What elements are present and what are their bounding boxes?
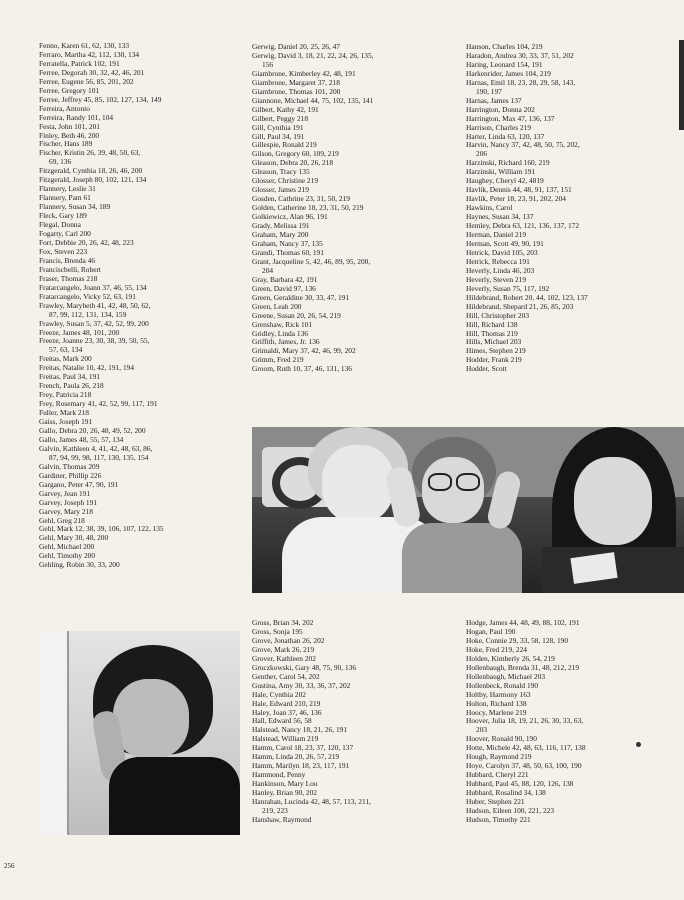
index-entry: 190, 197 bbox=[476, 87, 502, 96]
index-entry: Fratarcangelo, Joann 37, 46, 55, 134 bbox=[39, 283, 147, 292]
index-entry: Flannery, Leslie 31 bbox=[39, 185, 96, 194]
index-entry: Fitzgerald, Joseph 80, 102, 121, 134 bbox=[39, 176, 147, 185]
index-entry: Green, David 97, 136 bbox=[252, 284, 316, 293]
index-entry: Fischer, Hans 189 bbox=[39, 140, 93, 149]
index-entry: Heverly, Susan 75, 117, 192 bbox=[466, 284, 550, 293]
index-column-2 bbox=[252, 43, 460, 374]
ink-dot bbox=[636, 742, 641, 747]
index-entry: Gehl, Greg 218 bbox=[39, 516, 85, 525]
index-entry: Finley, Beth 46, 200 bbox=[39, 131, 100, 140]
index-entry: Gerwig, Daniel 20, 25, 26, 47 bbox=[252, 43, 341, 51]
index-entry: Heverly, Steven 219 bbox=[466, 275, 527, 284]
index-entry: Genther, Carol 54, 202 bbox=[252, 672, 320, 681]
index-entry: Hanley, Brian 90, 202 bbox=[252, 789, 317, 798]
index-entry: Graham, Mary 200 bbox=[252, 231, 309, 240]
index-entry: Harrington, Max 47, 136, 137 bbox=[466, 114, 555, 123]
index-entry: Ferree, Gregory 101 bbox=[39, 86, 100, 95]
index-entry: Grover, Kathleen 202 bbox=[252, 654, 316, 663]
index-entry: Hale, Cynthia 202 bbox=[252, 690, 306, 699]
index-entry: Hoover, Julia 18, 19, 21, 26, 30, 33, 63, bbox=[466, 717, 584, 726]
index-entry: Ferree, Jeffrey 45, 85, 102, 127, 134, 149 bbox=[39, 95, 162, 104]
index-entry: Francis, Brenda 46 bbox=[39, 256, 96, 265]
index-entry: Gaiss, Joseph 191 bbox=[39, 418, 93, 427]
index-entry: 57, 63, 134 bbox=[49, 346, 83, 355]
index-entry: 204 bbox=[262, 266, 274, 275]
index-entry: Hetrick, David 105, 203 bbox=[466, 248, 538, 257]
index-entry: Harter, Linda 63, 120, 137 bbox=[466, 132, 545, 141]
index-entry: Ferreira, Randy 101, 104 bbox=[39, 113, 114, 122]
index-entry: Haradon, Andrea 30, 33, 37, 51, 202 bbox=[466, 51, 574, 60]
index-entry: Garvey, Jean 191 bbox=[39, 489, 91, 498]
index-entry: Hodge, James 44, 48, 49, 88, 102, 191 bbox=[466, 619, 580, 627]
index-entry: Fleck, Gary 189 bbox=[39, 212, 87, 221]
index-entry: Grove, Jonathan 26, 202 bbox=[252, 636, 325, 645]
index-column-4 bbox=[252, 619, 460, 825]
index-entry: Haynes, Susan 34, 137 bbox=[466, 213, 534, 222]
index-entry: Hills, Michael 203 bbox=[466, 338, 522, 347]
index-entry: Harnas, James 137 bbox=[466, 96, 522, 105]
index-entry: Hubbard, Cheryl 221 bbox=[466, 771, 529, 780]
index-entry: Giambrone, Thomas 101, 200 bbox=[252, 87, 341, 96]
index-entry: Gray, Barbara 42, 191 bbox=[252, 275, 318, 284]
index-entry: Hankinson, Mary Lou bbox=[252, 780, 318, 789]
index-entry: Hoover, Ronald 90, 190 bbox=[466, 735, 537, 744]
index-entry: Gallo, Debra 20, 26, 48, 49, 52, 200 bbox=[39, 426, 146, 435]
index-entry: Hamm, Carol 18, 23, 37, 120, 137 bbox=[252, 744, 354, 753]
index-entry: Ferreira, Antonio bbox=[39, 104, 90, 113]
index-entry: French, Paula 26, 218 bbox=[39, 382, 104, 391]
index-entry: Galvin, Kathleen 4, 41, 42, 48, 63, 86, bbox=[39, 444, 153, 453]
index-entry: Grenshaw, Rick 101 bbox=[252, 320, 313, 329]
index-entry: Hetrick, Rebecca 191 bbox=[466, 257, 530, 266]
index-entry: Gilbert, Kathy 42, 191 bbox=[252, 105, 319, 114]
index-entry: Greene, Susan 20, 26, 54, 219 bbox=[252, 311, 341, 320]
index-entry: Harrington, Donna 202 bbox=[466, 105, 535, 114]
index-entry: Gross, Sonja 195 bbox=[252, 627, 303, 636]
index-entry: Glosser, Christine 219 bbox=[252, 177, 319, 186]
index-entry: Hemley, Debra 63, 121, 136, 137, 172 bbox=[466, 222, 580, 231]
index-entry: Hoye, Carolyn 37, 48, 50, 63, 100, 190 bbox=[466, 762, 582, 771]
index-entry: Grimm, Fred 219 bbox=[252, 356, 304, 365]
index-entry: Gerwig, David 3, 18, 21, 22, 24, 26, 135, bbox=[252, 51, 374, 60]
index-entry: Heverly, Linda 46, 203 bbox=[466, 266, 535, 275]
index-entry: Hall, Edward 56, 58 bbox=[252, 717, 312, 726]
index-entry: Hogan, Paul 190 bbox=[466, 627, 516, 636]
index-entry: Hammond, Penny bbox=[252, 771, 306, 780]
index-entry: Gehl, Michael 200 bbox=[39, 543, 95, 552]
index-entry: 219, 223 bbox=[262, 807, 288, 816]
index-entry: Flegal, Donna bbox=[39, 221, 81, 230]
index-entry: Hill, Richard 138 bbox=[466, 320, 518, 329]
index-entry: Freeze, James 48, 101, 200 bbox=[39, 328, 120, 337]
index-entry: Giambrone, Kimberley 42, 48, 191 bbox=[252, 69, 356, 78]
index-entry: Harkenrider, James 104, 219 bbox=[466, 69, 551, 78]
index-entry: Ferree, Degorah 30, 32, 42, 46, 201 bbox=[39, 68, 145, 77]
index-entry: Hollenbeck, Ronald 190 bbox=[466, 681, 539, 690]
index-entry: Hanshaw, Raymond bbox=[252, 815, 312, 824]
index-entry: Freitas, Mark 200 bbox=[39, 355, 92, 364]
index-entry: Haring, Leonard 154, 191 bbox=[466, 60, 543, 69]
index-entry: Fogarty, Carl 200 bbox=[39, 230, 91, 239]
index-entry: Ferratella, Patrick 102, 191 bbox=[39, 59, 120, 68]
index-entry: Flannery, Susan 34, 189 bbox=[39, 203, 111, 212]
index-entry: Harvin, Nancy 37, 42, 48, 50, 75, 202, bbox=[466, 141, 580, 150]
index-entry: Grimaldi, Mary 37, 42, 46, 99, 202 bbox=[252, 347, 356, 356]
index-entry: Fischer, Kristin 26, 39, 48, 50, 63, bbox=[39, 149, 141, 158]
index-entry: Hamm, Linda 20, 26, 57, 219 bbox=[252, 753, 340, 762]
index-entry: Freeze, Joanne 23, 30, 38, 39, 50, 55, bbox=[39, 337, 150, 346]
index-entry: Huber, Stephen 221 bbox=[466, 798, 525, 807]
index-entry: Frey, Patricia 218 bbox=[39, 391, 92, 400]
index-entry: Freitas, Natalie 10, 42, 191, 194 bbox=[39, 364, 135, 373]
index-entry: Holton, Richard 138 bbox=[466, 699, 527, 708]
index-entry: Haley, Joan 37, 46, 136 bbox=[252, 708, 322, 717]
index-entry: Giannone, Michael 44, 75, 102, 135, 141 bbox=[252, 96, 374, 105]
index-entry: 203 bbox=[476, 726, 488, 735]
index-entry: Fratarcangelo, Vicky 52, 63, 191 bbox=[39, 292, 136, 301]
index-entry: Green, Geraldine 30, 33, 47, 191 bbox=[252, 293, 350, 302]
index-entry: Havlik, Peter 18, 23, 91, 202, 204 bbox=[466, 195, 566, 204]
index-entry: Glosser, James 219 bbox=[252, 186, 309, 195]
index-entry: Grant, Jacqueline 5, 42, 46, 89, 95, 200, bbox=[252, 257, 371, 266]
index-entry: Gill, Cynthia 191 bbox=[252, 123, 304, 132]
index-entry: Halstead, William 219 bbox=[252, 735, 319, 744]
index-entry: Garvey, Joseph 191 bbox=[39, 498, 98, 507]
index-entry: Harzinski, William 191 bbox=[466, 168, 536, 177]
index-entry: 206 bbox=[476, 150, 488, 159]
index-entry: Gallo, James 48, 55, 57, 134 bbox=[39, 435, 124, 444]
index-entry: Hudson, Eileen 100, 221, 223 bbox=[466, 807, 555, 816]
index-entry: Herman, Scott 49, 90, 191 bbox=[466, 239, 544, 248]
index-entry: Fox, Steven 223 bbox=[39, 247, 88, 256]
index-entry: Hodder, Frank 219 bbox=[466, 356, 522, 365]
index-entry: Hale, Edward 210, 219 bbox=[252, 699, 321, 708]
page-number: 256 bbox=[4, 862, 15, 870]
index-entry: Hoke, Connie 29, 33, 58, 128, 190 bbox=[466, 636, 569, 645]
index-entry: Galvin, Thomas 209 bbox=[39, 462, 100, 471]
index-entry: Griffith, James, Jr. 136 bbox=[252, 338, 320, 347]
index-entry: Grady, Melissa 191 bbox=[252, 222, 310, 231]
index-entry: Gillespie, Ronald 219 bbox=[252, 141, 317, 150]
index-entry: Haughey, Cheryl 42, 4819 bbox=[466, 177, 544, 186]
index-entry: Groom, Ruth 10, 37, 46, 131, 136 bbox=[252, 365, 352, 374]
index-entry: 156 bbox=[262, 60, 274, 69]
index-entry: Hotte, Michele 42, 48, 63, 116, 117, 138 bbox=[466, 744, 586, 753]
index-entry: Himes, Stephen 219 bbox=[466, 347, 526, 356]
binding-edge bbox=[679, 40, 684, 130]
index-entry: Fort, Debbie 20, 26, 42, 48, 223 bbox=[39, 238, 134, 247]
index-entry: Hill, Christopher 203 bbox=[466, 311, 530, 320]
index-entry: Hildebrand, Robert 20, 44, 102, 123, 137 bbox=[466, 293, 588, 302]
index-entry: Garvey, Mary 218 bbox=[39, 507, 93, 516]
index-entry: Fraser, Thomas 218 bbox=[39, 274, 98, 283]
index-entry: Gleason, Tracy 135 bbox=[252, 168, 310, 177]
index-entry: Harzinski, Richard 160, 219 bbox=[466, 159, 550, 168]
index-entry: Hildebrand, Shepard 21, 26, 85, 203 bbox=[466, 302, 574, 311]
index-entry: Gustina, Amy 30, 33, 36, 37, 202 bbox=[252, 681, 351, 690]
index-entry: Freitas, Paul 34, 191 bbox=[39, 373, 100, 382]
index-entry: Hodder, Scott bbox=[466, 365, 507, 374]
index-entry: Hudson, Timothy 221 bbox=[466, 815, 531, 824]
index-entry: Hanrahan, Lucinda 42, 48, 57, 113, 211, bbox=[252, 798, 371, 807]
index-entry: Hubbard, Paul 45, 88, 120, 126, 138 bbox=[466, 780, 574, 789]
index-entry: Green, Leah 200 bbox=[252, 302, 302, 311]
index-entry: Herman, Daniel 219 bbox=[466, 231, 527, 240]
index-entry: Gehling, Robin 30, 33, 200 bbox=[39, 561, 120, 570]
index-entry: Harrison, Charles 219 bbox=[466, 123, 532, 132]
index-entry: Hough, Raymond 219 bbox=[466, 753, 532, 762]
index-entry: Holden, Kimberly 26, 54, 219 bbox=[466, 654, 555, 663]
index-entry: Hollenbaugh, Michael 203 bbox=[466, 672, 546, 681]
index-entry: 69, 136 bbox=[49, 158, 72, 167]
index-entry: Harnas, Emil 18, 23, 28, 29, 58, 143, bbox=[466, 78, 576, 87]
index-entry: 87, 94, 99, 98, 117, 130, 135, 154 bbox=[49, 453, 149, 462]
index-entry: Grandi, Thomas 60, 191 bbox=[252, 248, 324, 257]
index-entry: Frawley, Susan 5, 37, 42, 52, 99, 200 bbox=[39, 319, 149, 328]
index-entry: Graham, Nancy 37, 135 bbox=[252, 239, 323, 248]
index-entry: Hoke, Fred 219, 224 bbox=[466, 645, 527, 654]
index-entry: Festa, John 101, 201 bbox=[39, 122, 100, 131]
index-entry: Gehl, Mark 12, 38, 39, 106, 107, 122, 135 bbox=[39, 525, 164, 534]
index-entry: Gehl, Mary 30, 48, 200 bbox=[39, 534, 109, 543]
index-entry: Havlik, Dennis 44, 48, 91, 137, 151 bbox=[466, 186, 572, 195]
index-entry: Gruczkowski, Gary 48, 75, 90, 136 bbox=[252, 663, 357, 672]
index-column-5 bbox=[466, 619, 678, 825]
index-entry: Gargano, Peter 47, 90, 191 bbox=[39, 480, 119, 489]
index-entry: Halstead, Nancy 18, 21, 26, 191 bbox=[252, 726, 348, 735]
index-entry: Hamm, Marilyn 18, 23, 117, 191 bbox=[252, 762, 350, 771]
index-entry: Hoocy, Marlene 219 bbox=[466, 708, 527, 717]
index-entry: Hill, Thomas 219 bbox=[466, 329, 518, 338]
index-column-1 bbox=[39, 42, 247, 570]
index-entry: Fuller, Mark 218 bbox=[39, 409, 89, 418]
index-entry: Gross, Brian 34, 202 bbox=[252, 619, 314, 627]
index-entry: Ferraro, Martha 42, 112, 130, 134 bbox=[39, 50, 140, 59]
index-entry: Gosden, Cathrine 23, 31, 50, 219 bbox=[252, 195, 350, 204]
index-entry: Gilson, Gregory 60, 109, 219 bbox=[252, 150, 339, 159]
index-entry: Hollenbaugh, Brenda 31, 48, 212, 219 bbox=[466, 663, 580, 672]
index-entry: Gleason, Debra 20, 26, 218 bbox=[252, 159, 334, 168]
index-entry: Gridley, Linda 136 bbox=[252, 329, 308, 338]
index-entry: Golkiewicz, Alan 96, 191 bbox=[252, 213, 328, 222]
index-entry: Hubbard, Rosalind 34, 138 bbox=[466, 789, 546, 798]
index-entry: Gardiner, Phillip 226 bbox=[39, 471, 102, 480]
index-entry: 87, 99, 112, 131, 134, 159 bbox=[49, 310, 127, 319]
index-entry: Grove, Mark 26, 219 bbox=[252, 645, 315, 654]
portrait-photo bbox=[39, 631, 240, 835]
index-column-3 bbox=[466, 43, 678, 374]
index-entry: Fenno, Karen 61, 62, 130, 133 bbox=[39, 42, 130, 50]
index-entry: Giambrone, Margaret 37, 218 bbox=[252, 78, 340, 87]
index-entry: Flannery, Pam 61 bbox=[39, 194, 91, 203]
index-entry: Hanson, Charles 104, 219 bbox=[466, 43, 543, 51]
group-photo bbox=[252, 427, 684, 593]
index-entry: Hawkins, Carol bbox=[466, 204, 513, 213]
index-entry: Golden, Catherine 18, 23, 31, 50, 219 bbox=[252, 204, 364, 213]
index-entry: Gill, Paul 34, 191 bbox=[252, 132, 305, 141]
index-entry: Gilbert, Peggy 218 bbox=[252, 114, 309, 123]
index-entry: Fitzgerald, Cynthia 18, 26, 46, 200 bbox=[39, 167, 143, 176]
index-entry: Frey, Rosemary 41, 42, 52, 99, 117, 191 bbox=[39, 400, 158, 409]
index-entry: Gehl, Timothy 200 bbox=[39, 552, 96, 561]
index-entry: Ferree, Eugene 56, 85, 201, 202 bbox=[39, 77, 134, 86]
index-entry: Frawley, Marybeth 41, 42, 48, 50, 62, bbox=[39, 301, 151, 310]
index-entry: Franciscbelli, Robert bbox=[39, 265, 101, 274]
index-entry: Holtby, Harmony 163 bbox=[466, 690, 531, 699]
